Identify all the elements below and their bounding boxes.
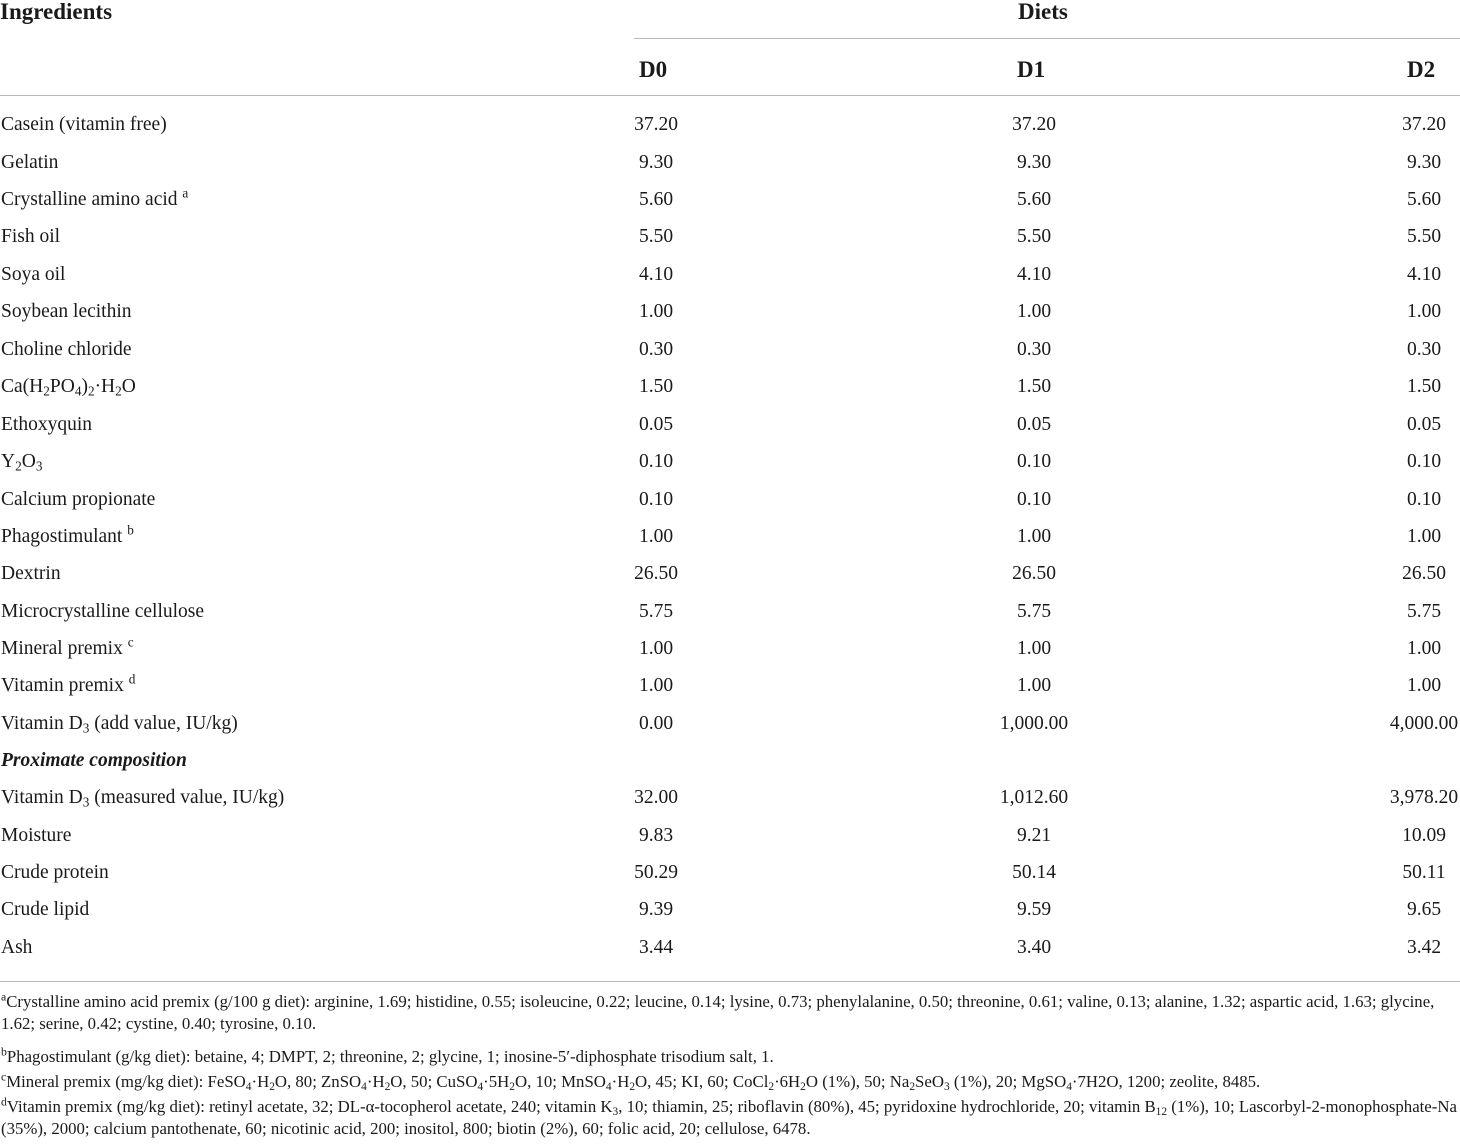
footnote-marker: d [1,1095,7,1109]
value-d1: 1.00 [1016,301,1052,322]
value-d2: 50.11 [1402,862,1446,883]
table-row [0,338,1460,362]
value-d0: 1.00 [638,638,674,659]
value-d0: 1.00 [638,675,674,696]
table-row [0,113,1460,137]
value-d1: 0.05 [1016,414,1052,435]
value-d0: 5.60 [638,189,674,210]
value-d1: 9.30 [1016,152,1052,173]
value-d0: 4.10 [638,264,674,285]
ingredient-label: Moisture [1,825,72,846]
value-d1: 9.21 [1016,825,1052,846]
value-d1: 9.59 [1016,899,1052,920]
ingredient-label: Casein (vitamin free) [1,114,167,135]
ingredient-label: Ethoxyquin [1,414,92,435]
table-row [0,898,1460,922]
value-d1: 37.20 [1012,114,1056,135]
value-d2: 5.75 [1406,601,1442,622]
value-d2: 5.60 [1406,189,1442,210]
value-d1: 0.30 [1016,339,1052,360]
value-d0: 9.30 [638,152,674,173]
table-row [0,600,1460,624]
value-d2: 4,000.00 [1389,713,1459,734]
table-row [0,488,1460,512]
table-row [0,936,1460,960]
table-row [0,413,1460,437]
value-d2: 9.30 [1406,152,1442,173]
value-d0: 9.39 [638,899,674,920]
value-d0: 0.10 [638,489,674,510]
value-d1: 5.50 [1016,226,1052,247]
value-d2: 3.42 [1406,937,1442,958]
ingredient-label: Crude protein [1,862,109,883]
value-d2: 37.20 [1402,114,1446,135]
value-d1: 1.00 [1016,675,1052,696]
value-d1: 1.50 [1016,376,1052,397]
value-d2: 4.10 [1406,264,1442,285]
ingredient-label: $Ca(H_2PO_4)_2\cdot H_2O$ [1,376,136,399]
value-d2: 1.50 [1406,376,1442,397]
value-d0: 1.50 [638,376,674,397]
value-d0: 26.50 [634,563,678,584]
value-d1: 5.60 [1016,189,1052,210]
value-d1: 5.75 [1016,601,1052,622]
header-diets: Diets [1018,0,1068,24]
value-d0: 5.75 [638,601,674,622]
value-d2: 1.00 [1406,526,1442,547]
table-row [0,185,1460,212]
value-d1: 4.10 [1016,264,1052,285]
ingredient-label: Soya oil [1,264,66,285]
ingredient-label: Ash [1,937,33,958]
value-d0: 50.29 [634,862,678,883]
header-ingredients: Ingredients [0,0,113,24]
value-d0: 32.00 [634,787,678,808]
footnote-marker: b [1,1045,7,1059]
value-d1: 0.10 [1016,489,1052,510]
value-d1: 1,000.00 [999,713,1069,734]
table-row [0,786,1460,810]
value-d0: 0.30 [638,339,674,360]
ingredient-label: Soybean lecithin [1,301,132,322]
value-d2: 10.09 [1402,825,1446,846]
header-diet-d2: D2 [1407,57,1436,82]
table-row [0,671,1460,698]
ingredient-label: Vitamin $D_3$ (measured value, IU/kg) [1,787,285,810]
value-d1: 1.00 [1016,526,1052,547]
diets-underline-rule [634,38,1460,39]
table-row [0,562,1460,586]
ingredient-label: $Y_2O_3$ [1,451,43,474]
header-diet-d0: D0 [639,57,668,82]
table-row [0,300,1460,324]
header-diet-d1: D1 [1017,57,1046,82]
value-d0: 1.00 [638,301,674,322]
ingredient-label: Gelatin [1,152,59,173]
ingredient-label: Choline chloride [1,339,132,360]
value-d2: 1.00 [1406,675,1442,696]
ingredient-label: Mineral premix $^c$ [1,634,134,659]
value-d2: 0.10 [1406,489,1442,510]
footnote-b: $^b$Phagostimulant (g/kg diet): betaine, 4; DMPT, 2; threonine, 2; glycine, 1; inosine-5′-diphosphate trisodium salt, 1. [1,1045,774,1066]
value-d0: 3.44 [638,937,674,958]
footnote-marker: c [1,1070,7,1084]
table-bottom-rule [0,981,1460,982]
ingredient-label: Phagostimulant $^b$ [1,522,134,547]
value-d0: 5.50 [638,226,674,247]
table-row [0,375,1460,399]
value-d1: 26.50 [1012,563,1056,584]
header-bottom-rule [0,95,1460,96]
value-d1: 1.00 [1016,638,1052,659]
ingredient-label: Vitamin $D_3$ (add value, IU/kg) [1,713,238,736]
value-d2: 0.30 [1406,339,1442,360]
value-d0: 0.10 [638,451,674,472]
section-title: Proximate composition [1,750,187,771]
footnote-c: $^c$Mineral premix (mg/kg diet): $FeSO_4\cdot H_2O$, 80; $ZnSO_4\cdot H_2O$, 50; $CuSO_4\cdot 5H_2O$, 10; $MnSO_4\cdot H_2O$, 45; KI, 60; $CoCl_2\cdot 6H_2O$ (1%), 50; $Na_2SeO_3$ (1%), 20; MgSO$_4$·7H2O, 1200; zeolite, 8485. [1,1070,1261,1093]
value-d1: 3.40 [1016,937,1052,958]
value-d0: 0.05 [638,414,674,435]
value-d2: 26.50 [1402,563,1446,584]
ingredient-label: Crude lipid [1,899,90,920]
value-d2: 0.10 [1406,451,1442,472]
value-d0: 37.20 [634,114,678,135]
value-d1: 0.10 [1016,451,1052,472]
table-row [0,861,1460,885]
table-row [0,824,1460,848]
value-d2: 1.00 [1406,638,1442,659]
table-row [0,450,1460,474]
table-row [0,151,1460,175]
ingredient-label: Vitamin premix $^d$ [1,671,136,696]
ingredient-label: Dextrin [1,563,61,584]
value-d2: 1.00 [1406,301,1442,322]
footnote-marker: a [1,990,7,1004]
ingredient-label: Crystalline amino acid $^a$ [1,185,189,210]
ingredient-label: Calcium propionate [1,489,156,510]
value-d1: 1,012.60 [999,787,1069,808]
section-header-row [0,749,1460,773]
footnote-d: $^d$Vitamin premix (mg/kg diet): retinyl acetate, 32; DL-α-tocopherol acetate, 240; vitamin $K_3$, 10; thiamin, 25; riboflavin (80%), 45; pyridoxine hydrochloride, 20; vitamin $B_{12}$ (1%), 10; Lascorbyl-2-monophosphate-Na (35%), 2000; calcium pantothenate, 60; nicotinic acid, 200; inositol, 800; biotin (2%), 60; folic acid, 20; cellulose, 6478. [1,1095,1457,1138]
value-d0: 0.00 [638,713,674,734]
value-d2: 5.50 [1406,226,1442,247]
table-row [0,522,1460,549]
table-row [0,263,1460,287]
table-row [0,712,1460,736]
table-row [0,634,1460,661]
ingredient-label: Fish oil [1,226,61,247]
value-d0: 1.00 [638,526,674,547]
value-d2: 0.05 [1406,414,1442,435]
value-d0: 9.83 [638,825,674,846]
value-d1: 50.14 [1012,862,1056,883]
value-d2: 9.65 [1406,899,1442,920]
ingredient-label: Microcrystalline cellulose [1,601,205,622]
footnote-a: $^a$Crystalline amino acid premix (g/100 g diet): arginine, 1.69; histidine, 0.55; isoleucine, 0.22; leucine, 0.14; lysine, 0.73; phenylalanine, 0.50; threonine, 0.61; valine, 0.13; alanine, 1.32; aspartic acid, 1.63; glycine, 1.62; serine, 0.42; cystine, 0.40; tyrosine, 0.10. [1,990,1435,1033]
table-row [0,225,1460,249]
value-d2: 3,978.20 [1389,787,1459,808]
